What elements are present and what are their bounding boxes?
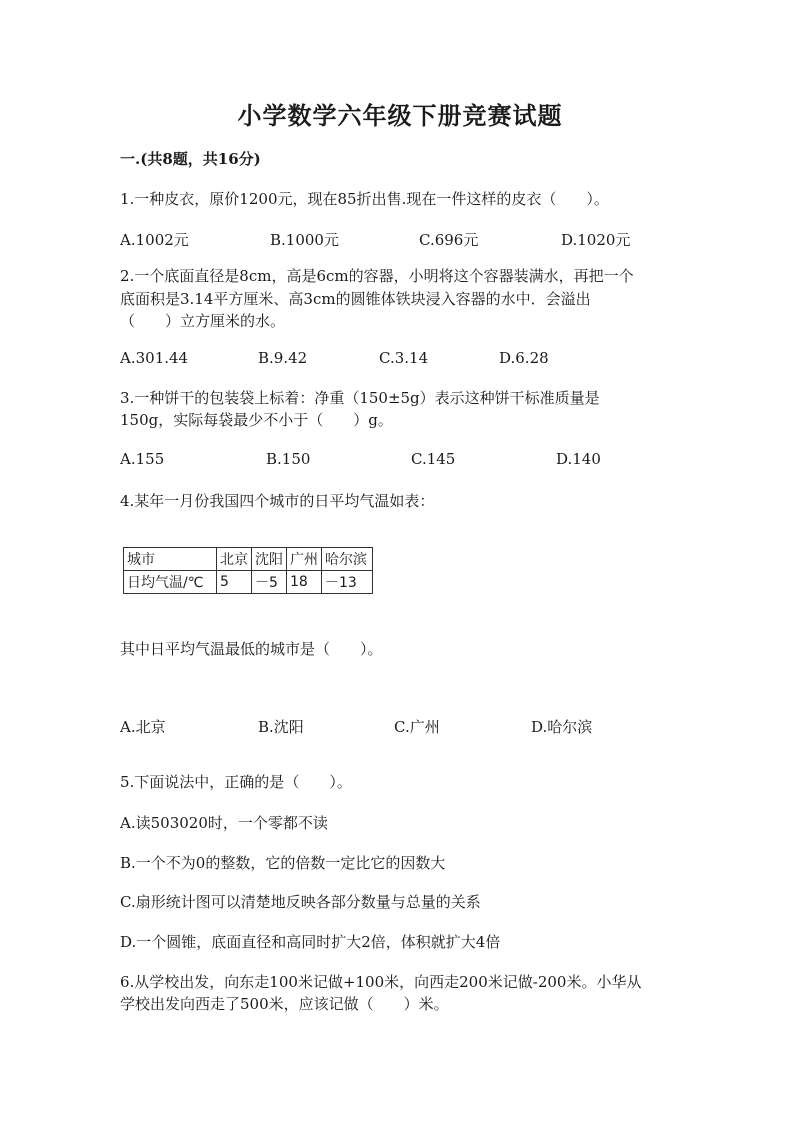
table-cell: 广州	[287, 548, 322, 571]
question-2-option-a: A.301.44	[120, 349, 189, 367]
question-2-option-d: D.6.28	[499, 349, 549, 367]
question-5-option-c: C.扇形统计图可以清楚地反映各部分数量与总量的关系	[120, 893, 481, 911]
question-6-line-2: 学校出发向西走了500米，应该记做（ ）米。	[120, 995, 449, 1013]
question-1-option-b: B.1000元	[270, 231, 339, 249]
question-1-option-d: D.1020元	[561, 231, 631, 249]
table-cell: －13	[322, 571, 373, 594]
question-4-option-c: C.广州	[394, 718, 440, 736]
question-4-option-b: B.沈阳	[258, 718, 304, 736]
table-cell: 城市	[124, 548, 217, 571]
question-3-option-c: C.145	[411, 450, 456, 468]
question-2-line-2: 底面积是3.14平方厘米、高3cm的圆锥体铁块浸入容器的水中．会溢出	[120, 290, 591, 308]
question-5-line-1: 5.下面说法中，正确的是（ ）。	[120, 773, 352, 791]
temperature-table	[123, 547, 373, 594]
question-2-option-c: C.3.14	[379, 349, 429, 367]
table-cell: 日均气温/℃	[124, 571, 217, 594]
question-2-option-b: B.9.42	[258, 349, 308, 367]
page-title: 小学数学六年级下册竞赛试题	[237, 101, 563, 130]
table-row	[124, 571, 373, 594]
table-cell: 18	[287, 571, 322, 594]
question-3-line-1: 3.一种饼干的包装袋上标着：净重（150±5g）表示这种饼干标准质量是	[120, 389, 600, 407]
question-2-line-3: （ ）立方厘米的水。	[120, 312, 286, 330]
question-2-line-1: 2.一个底面直径是8cm，高是6cm的容器，小明将这个容器装满水，再把一个	[120, 267, 634, 285]
question-3-option-d: D.140	[556, 450, 601, 468]
table-cell: 沈阳	[252, 548, 287, 571]
section-heading: 一.(共8题，共16分)	[120, 150, 261, 168]
question-4-option-a: A.北京	[120, 718, 166, 736]
question-4-prompt: 其中日平均气温最低的城市是（ ）。	[120, 640, 383, 658]
question-3-option-b: B.150	[266, 450, 311, 468]
question-1-line-1: 1.一种皮衣，原价1200元，现在85折出售.现在一件这样的皮衣（ ）。	[120, 190, 609, 208]
question-3-line-2: 150g，实际每袋最少不小于（ ）g。	[120, 411, 393, 429]
question-5-option-b: B.一个不为0的整数，它的倍数一定比它的因数大	[120, 854, 446, 872]
question-4-line-1: 4.某年一月份我国四个城市的日平均气温如表：	[120, 492, 435, 510]
question-5-option-a: A.读503020时，一个零都不读	[120, 814, 328, 832]
table-cell: －5	[252, 571, 287, 594]
question-3-option-a: A.155	[120, 450, 165, 468]
table-cell: 北京	[217, 548, 252, 571]
question-5-option-d: D.一个圆锥，底面直径和高同时扩大2倍，体积就扩大4倍	[120, 933, 501, 951]
table-header-row	[124, 548, 373, 571]
table-cell: 哈尔滨	[322, 548, 373, 571]
question-6-line-1: 6.从学校出发，向东走100米记做+100米，向西走200米记做-200米。小华从	[120, 973, 642, 991]
question-1-option-c: C.696元	[419, 231, 479, 249]
question-4-option-d: D.哈尔滨	[531, 718, 593, 736]
question-1-option-a: A.1002元	[120, 231, 189, 249]
table-cell: 5	[217, 571, 252, 594]
